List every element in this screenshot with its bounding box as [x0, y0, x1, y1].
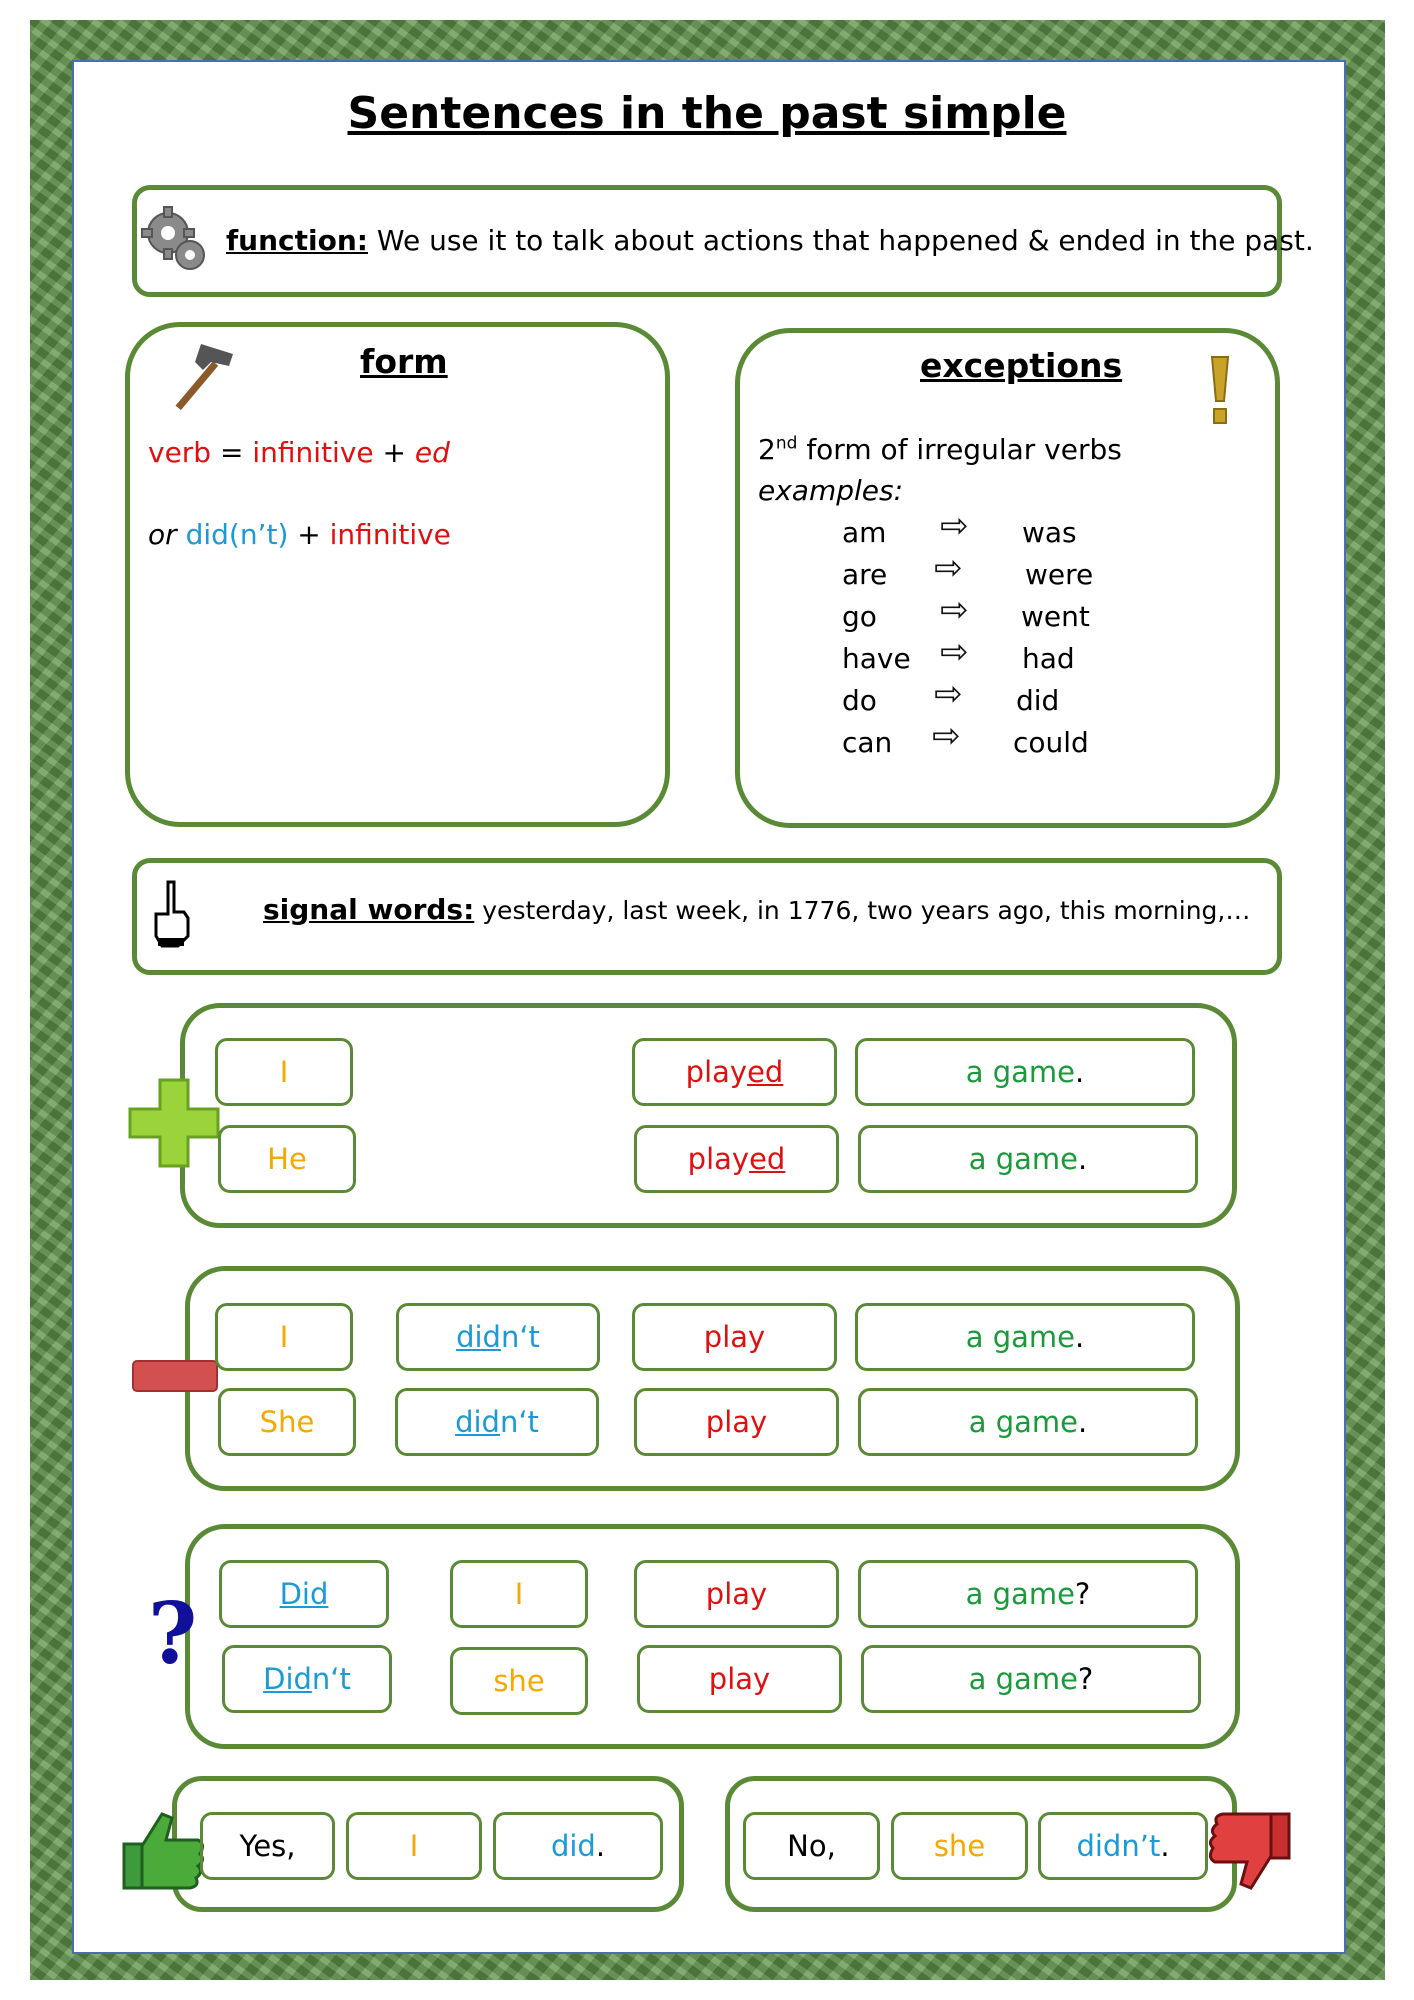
aux-did: did [455, 1405, 500, 1439]
object-text: a game [968, 1142, 1079, 1176]
form-equals: = [220, 436, 244, 469]
aux-didnt [1038, 1812, 1208, 1880]
form-ed: ed [414, 436, 450, 469]
object-a-game [858, 1560, 1198, 1628]
answer-no: No, [743, 1812, 880, 1880]
object-a-game [858, 1388, 1198, 1456]
verb-played [632, 1038, 837, 1106]
aux-did [219, 1560, 389, 1628]
verb-base-do: do [842, 684, 877, 717]
arrow-icon: ⇨ [940, 506, 969, 546]
verb-base-have: have [842, 642, 911, 675]
gears-icon [140, 205, 212, 277]
verb-ending: ed [749, 1142, 786, 1176]
subject-I: I [215, 1303, 353, 1371]
pointing-hand-icon [148, 878, 196, 950]
verb-base-are: are [842, 558, 888, 591]
hammer-icon [163, 340, 241, 418]
verb-play: play [632, 1303, 837, 1371]
examples-label: examples: [758, 474, 904, 507]
function-label: function: [226, 224, 368, 257]
aux-did: did [456, 1320, 501, 1354]
answer-yes: Yes, [200, 1812, 335, 1880]
verb-past-went: went [1021, 600, 1090, 633]
form-did: did(n’t) [185, 518, 289, 551]
verb-play: play [637, 1645, 842, 1713]
subject-I: I [215, 1038, 353, 1106]
arrow-icon: ⇨ [932, 716, 961, 756]
exceptions-line-1 [758, 433, 1122, 466]
subject-she: she [891, 1812, 1028, 1880]
verb-played [634, 1125, 839, 1193]
punctuation: ? [1077, 1662, 1094, 1696]
exceptions-description: form of irregular verbs [806, 433, 1122, 466]
aux-nt: n‘t [500, 1320, 540, 1354]
punctuation: . [1075, 1055, 1085, 1089]
object-text: a game [965, 1055, 1076, 1089]
verb-base-can: can [842, 726, 893, 759]
exceptions-heading: exceptions [920, 346, 1123, 385]
aux-didnt [396, 1303, 600, 1371]
punctuation: . [1078, 1405, 1088, 1439]
object-a-game [855, 1038, 1195, 1106]
ordinal-number: 2 [758, 433, 776, 466]
verb-base-am: am [842, 516, 887, 549]
verb-past-was: was [1022, 516, 1077, 549]
verb-play: play [634, 1388, 839, 1456]
aux-did [493, 1812, 663, 1880]
form-or: or [148, 518, 177, 551]
form-infinitive-2: infinitive [329, 518, 451, 551]
verb-base-go: go [842, 600, 877, 633]
verb-ending: ed [747, 1055, 784, 1089]
arrow-icon: ⇨ [934, 674, 963, 714]
object-text: a game [968, 1405, 1079, 1439]
function-description: We use it to talk about actions that happened & ended in the past. [376, 224, 1314, 257]
minus-icon [132, 1360, 218, 1392]
verb-play: play [634, 1560, 839, 1628]
punctuation: . [1078, 1142, 1088, 1176]
positive-sentences-box [180, 1003, 1237, 1228]
aux-did-text: Did [263, 1662, 312, 1696]
aux-didnt [222, 1645, 392, 1713]
object-text: a game [965, 1320, 1076, 1354]
object-text: a game [968, 1662, 1078, 1696]
form-verb: verb [148, 436, 212, 469]
page-title: Sentences in the past simple [347, 88, 1067, 139]
signal-words-text [263, 893, 1250, 926]
punctuation: . [1075, 1320, 1085, 1354]
arrow-icon: ⇨ [940, 632, 969, 672]
negative-sentences-box [185, 1266, 1240, 1491]
function-text [226, 224, 1314, 257]
verb-past-could: could [1013, 726, 1089, 759]
verb-past-did: did [1016, 684, 1060, 717]
aux-didnt [395, 1388, 599, 1456]
subject-I: I [450, 1560, 588, 1628]
ordinal-suffix: nd [775, 433, 798, 454]
plus-icon [128, 1078, 220, 1168]
form-infinitive: infinitive [252, 436, 374, 469]
aux-nt: n‘t [311, 1662, 351, 1696]
verb-stem: play [687, 1142, 750, 1176]
object-a-game [861, 1645, 1201, 1713]
thumbs-up-icon [118, 1806, 208, 1896]
punctuation: . [595, 1829, 606, 1863]
punctuation: ? [1074, 1577, 1091, 1611]
signal-words-label: signal words: [263, 893, 475, 926]
aux-did-text: Did [279, 1577, 329, 1611]
form-line-1 [148, 436, 450, 469]
punctuation: . [1160, 1829, 1170, 1863]
verb-stem: play [685, 1055, 748, 1089]
subject-I: I [346, 1812, 482, 1880]
form-plus: + [382, 436, 406, 469]
subject-He: He [218, 1125, 356, 1193]
thumbs-down-icon [1205, 1806, 1295, 1896]
object-a-game [855, 1303, 1195, 1371]
exclamation-icon [1208, 355, 1232, 427]
object-a-game [858, 1125, 1198, 1193]
aux-text: did [550, 1829, 596, 1863]
arrow-icon: ⇨ [934, 548, 963, 588]
aux-text: didn’t [1076, 1829, 1161, 1863]
subject-she: she [450, 1647, 588, 1715]
exceptions-box [735, 328, 1280, 828]
question-sentences-box [185, 1524, 1240, 1749]
verb-past-had: had [1022, 642, 1075, 675]
signal-words-list: yesterday, last week, in 1776, two years ago, this morning,… [482, 896, 1251, 925]
question-icon: ? [148, 1584, 198, 1683]
form-line-2 [148, 518, 451, 551]
verb-past-were: were [1025, 558, 1094, 591]
subject-She: She [218, 1388, 356, 1456]
object-text: a game [965, 1577, 1075, 1611]
form-plus-2: + [297, 518, 321, 551]
arrow-icon: ⇨ [940, 590, 969, 630]
form-heading: form [360, 342, 448, 381]
aux-nt: n‘t [499, 1405, 539, 1439]
